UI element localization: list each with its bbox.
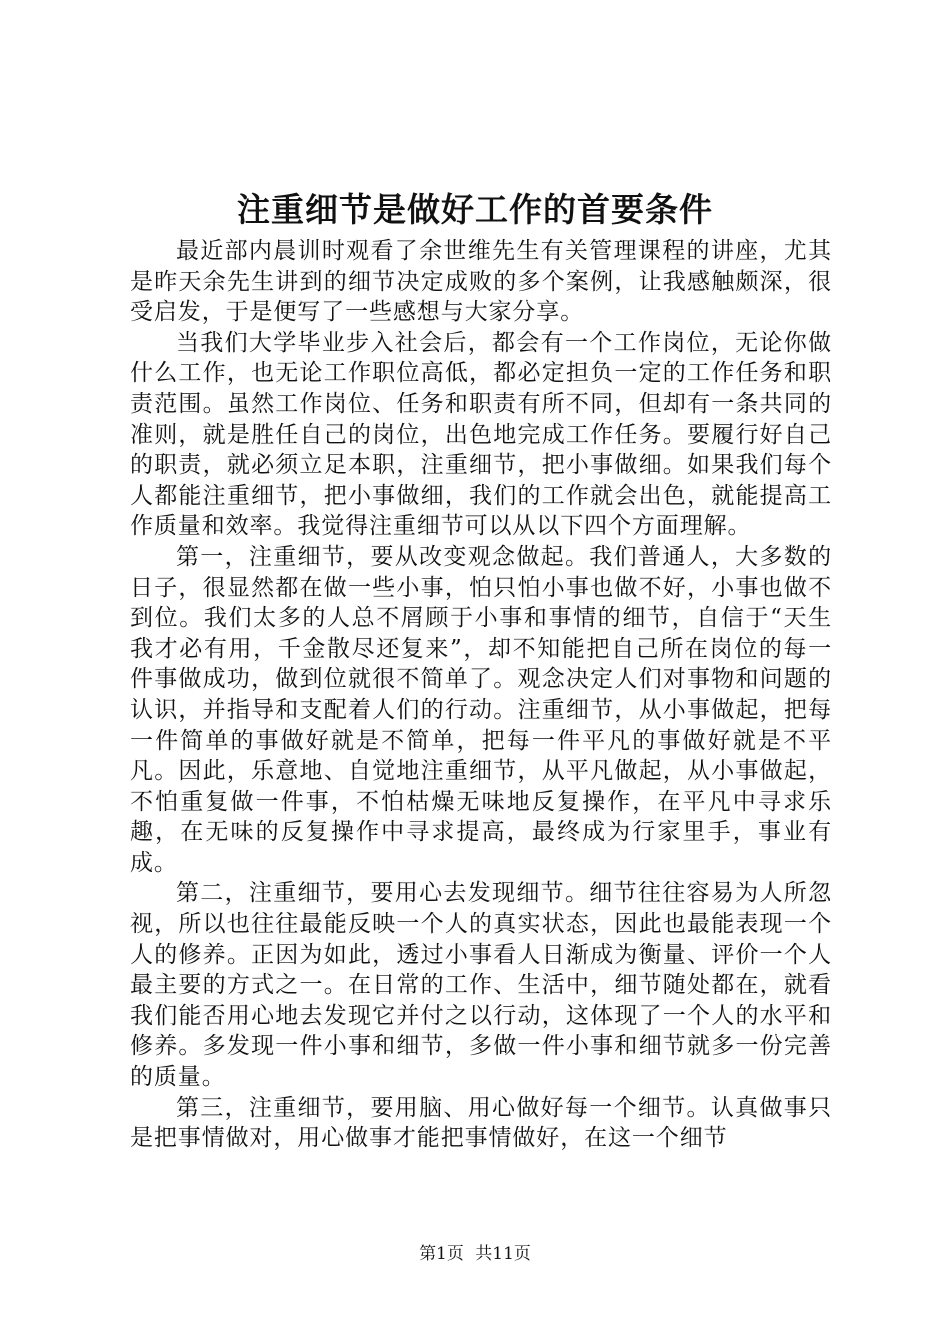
page-total: 共11页 bbox=[475, 1244, 531, 1264]
paragraph-2: 当我们大学毕业步入社会后，都会有一个工作岗位，无论你做什么工作，也无论工作职位高低，都必定担负一定的工作任务和职责范围。虽然工作岗位、任务和职责有所不同，但却有一条共同的准则，就是胜任自己的岗位，出色地完成工作任务。要履行好自己的职责，就必须立足本职，注重细节，把小事做细。如果我们每个人都能注重细节，把小事做细，我们的工作就会出色，就能提高工作质量和效率。我觉得注重细节可以从以下四个方面理解。 bbox=[130, 329, 832, 540]
paragraph-5: 第三，注重细节，要用脑、用心做好每一个细节。认真做事只是把事情做对，用心做事才能把事情做好，在这一个细节 bbox=[130, 1094, 832, 1152]
page-number: 第1页 bbox=[419, 1244, 464, 1264]
page-footer bbox=[0, 1243, 950, 1265]
paragraph-3: 第一，注重细节，要从改变观念做起。我们普通人，大多数的日子，很显然都在做一些小事，怕只怕小事也做不好，小事也做不到位。我们太多的人总不屑顾于小事和事情的细节，自信于“天生我才必有用，千金散尽还复来”，却不知能把自己所在岗位的每一件事做成功，做到位就很不简单了。观念决定人们对事物和问题的认识，并指导和支配着人们的行动。注重细节，从小事做起，把每一件简单的事做好就是不简单，把每一件平凡的事做好就是不平凡。因此，乐意地、自觉地注重细节，从平凡做起，从小事做起，不怕重复做一件事，不怕枯燥无味地反复操作，在平凡中寻求乐趣，在无味的反复操作中寻求提高，最终成为行家里手，事业有成。 bbox=[130, 543, 832, 876]
document-body bbox=[130, 236, 832, 1154]
paragraph-1: 最近部内晨训时观看了余世维先生有关管理课程的讲座，尤其是昨天余先生讲到的细节决定成败的多个案例，让我感触颇深，很受启发，于是便写了一些感想与大家分享。 bbox=[130, 238, 832, 326]
document-title: 注重细节是做好工作的首要条件 bbox=[237, 190, 713, 229]
paragraph-4: 第二，注重细节，要用心去发现细节。细节往往容易为人所忽视，所以也往往最能反映一个人的真实状态，因此也最能表现一个人的修养。正因为如此，透过小事看人日渐成为衡量、评价一个人最主要的方式之一。在日常的工作、生活中，细节随处都在，就看我们能否用心地去发现它并付之以行动，这体现了一个人的水平和修养。多发现一件小事和细节，多做一件小事和细节就多一份完善的质量。 bbox=[130, 880, 832, 1091]
